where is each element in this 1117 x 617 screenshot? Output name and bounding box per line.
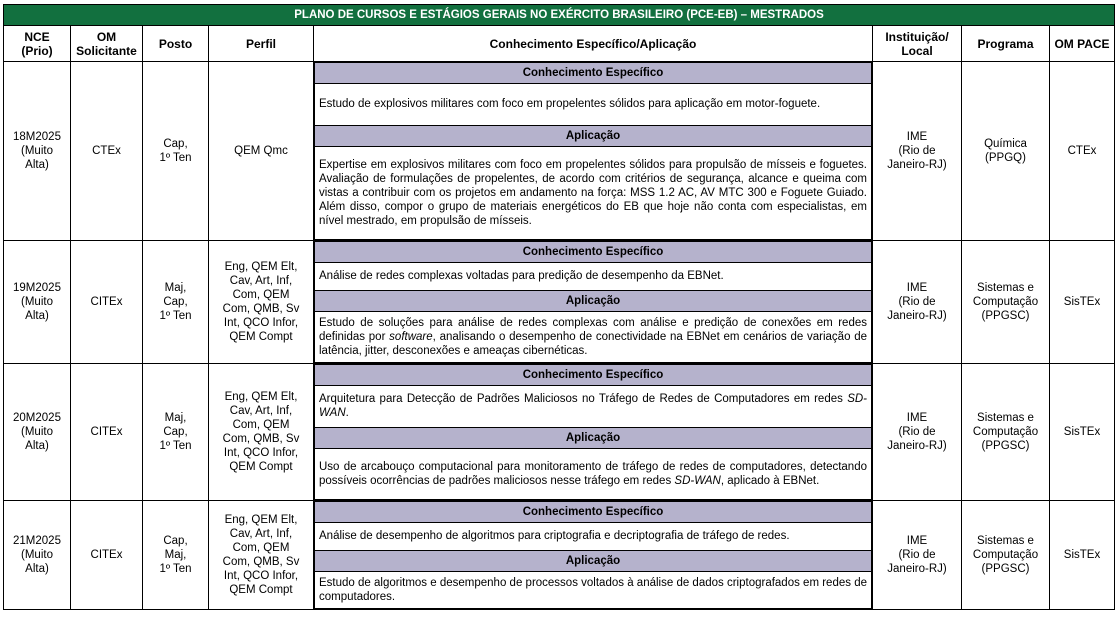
cell-conhecimento-aplicacao (314, 62, 873, 241)
cell-conhecimento-aplicacao (314, 241, 873, 364)
table-title: PLANO DE CURSOS E ESTÁGIOS GERAIS NO EXÉRCITO BRASILEIRO (PCE-EB) – MESTRADOS (4, 5, 1115, 26)
cell-om-pace: SisTEx (1050, 241, 1115, 364)
cell-conhecimento-aplicacao (314, 501, 873, 610)
conhecimento-text: Arquitetura para Detecção de Padrões Maliciosos no Tráfego de Redes de Computadores em redes SD-WAN. (315, 386, 872, 428)
cell-posto: Maj, Cap, 1º Ten (143, 241, 209, 364)
header-om-pace: OM PACE (1050, 26, 1115, 62)
aplicacao-text: Estudo de soluções para análise de redes complexas com análise e predição de conexões em redes definidas por software, analisando o desempenho de conectividade na EBNet em cenários de variação de latência, jitter, desconexões e ameaças cibernéticas. (315, 312, 872, 363)
cell-nce: 20M2025 (Muito Alta) (4, 364, 71, 501)
cell-programa: Sistemas e Computação (PPGSC) (962, 501, 1050, 610)
conhecimento-text: Análise de redes complexas voltadas para predição de desempenho da EBNet. (315, 263, 872, 291)
aplicacao-text: Estudo de algoritmos e desempenho de processos voltados à análise de dados criptografados em redes de computadores. (315, 572, 872, 609)
conhecimento-text: Análise de desempenho de algoritmos para criptografia e decriptografia de tráfego de redes. (315, 523, 872, 551)
cell-programa: Sistemas e Computação (PPGSC) (962, 241, 1050, 364)
header-conhecimento: Conhecimento Específico/Aplicação (314, 26, 873, 62)
cell-instituicao: IME (Rio de Janeiro-RJ) (873, 501, 962, 610)
aplicacao-text: Expertise em explosivos militares com foco em propelentes sólidos para propulsão de mísseis e foguetes. Avaliação de formulações de propelentes, de acordo com critérios de segurança, alcance e queima com vistas a contribuir com os projetos em andamento na força: MSS 1.2 AC, AV MTC 300 e Foguete Guiado. Além disso, compor o grupo de materiais energéticos do EB que hoje não conta com especialistas, em nível mestrado, em propulsão de mísseis. (315, 147, 872, 240)
cell-om-pace: CTEx (1050, 62, 1115, 241)
cell-instituicao: IME (Rio de Janeiro-RJ) (873, 62, 962, 241)
courses-table-container (3, 4, 1115, 610)
knowledge-block (314, 62, 872, 240)
cell-perfil: Eng, QEM Elt, Cav, Art, Inf, Com, QEM Com, QMB, Sv Int, QCO Infor, QEM Compt (209, 241, 314, 364)
section-label-aplicacao: Aplicação (315, 291, 872, 312)
header-perfil: Perfil (209, 26, 314, 62)
section-label-conhecimento: Conhecimento Específico (315, 63, 872, 84)
cell-programa: Química (PPGQ) (962, 62, 1050, 241)
table-row (4, 364, 1115, 501)
cell-nce: 21M2025 (Muito Alta) (4, 501, 71, 610)
section-label-conhecimento: Conhecimento Específico (315, 365, 872, 386)
table-row (4, 241, 1115, 364)
cell-om-pace: SisTEx (1050, 501, 1115, 610)
cell-nce: 19M2025 (Muito Alta) (4, 241, 71, 364)
cell-om-solicitante: CTEx (71, 62, 143, 241)
cell-instituicao: IME (Rio de Janeiro-RJ) (873, 364, 962, 501)
courses-table (3, 4, 1115, 610)
conhecimento-text: Estudo de explosivos militares com foco em propelentes sólidos para aplicação em motor-foguete. (315, 84, 872, 126)
header-instituicao: Instituição/ Local (873, 26, 962, 62)
cell-om-solicitante: CITEx (71, 364, 143, 501)
cell-posto: Maj, Cap, 1º Ten (143, 364, 209, 501)
cell-programa: Sistemas e Computação (PPGSC) (962, 364, 1050, 501)
header-nce: NCE (Prio) (4, 26, 71, 62)
cell-perfil: Eng, QEM Elt, Cav, Art, Inf, Com, QEM Com, QMB, Sv Int, QCO Infor, QEM Compt (209, 364, 314, 501)
knowledge-block (314, 241, 872, 363)
table-row (4, 62, 1115, 241)
section-label-conhecimento: Conhecimento Específico (315, 242, 872, 263)
cell-perfil: Eng, QEM Elt, Cav, Art, Inf, Com, QEM Com, QMB, Sv Int, QCO Infor, QEM Compt (209, 501, 314, 610)
table-row (4, 501, 1115, 610)
section-label-aplicacao: Aplicação (315, 551, 872, 572)
cell-nce: 18M2025 (Muito Alta) (4, 62, 71, 241)
aplicacao-text: Uso de arcabouço computacional para monitoramento de tráfego de redes de computadores, detectando possíveis ocorrências de padrões maliciosos nesse tráfego em redes SD-WAN, aplicado à EBNet. (315, 449, 872, 500)
cell-posto: Cap, 1º Ten (143, 62, 209, 241)
cell-conhecimento-aplicacao (314, 364, 873, 501)
cell-perfil: QEM Qmc (209, 62, 314, 241)
header-posto: Posto (143, 26, 209, 62)
cell-om-solicitante: CITEx (71, 241, 143, 364)
cell-om-pace: SisTEx (1050, 364, 1115, 501)
section-label-aplicacao: Aplicação (315, 428, 872, 449)
cell-posto: Cap, Maj, 1º Ten (143, 501, 209, 610)
section-label-aplicacao: Aplicação (315, 126, 872, 147)
header-row (4, 26, 1115, 62)
header-programa: Programa (962, 26, 1050, 62)
section-label-conhecimento: Conhecimento Específico (315, 502, 872, 523)
header-om-solicitante: OM Solicitante (71, 26, 143, 62)
knowledge-block (314, 501, 872, 609)
cell-om-solicitante: CITEx (71, 501, 143, 610)
knowledge-block (314, 364, 872, 500)
cell-instituicao: IME (Rio de Janeiro-RJ) (873, 241, 962, 364)
